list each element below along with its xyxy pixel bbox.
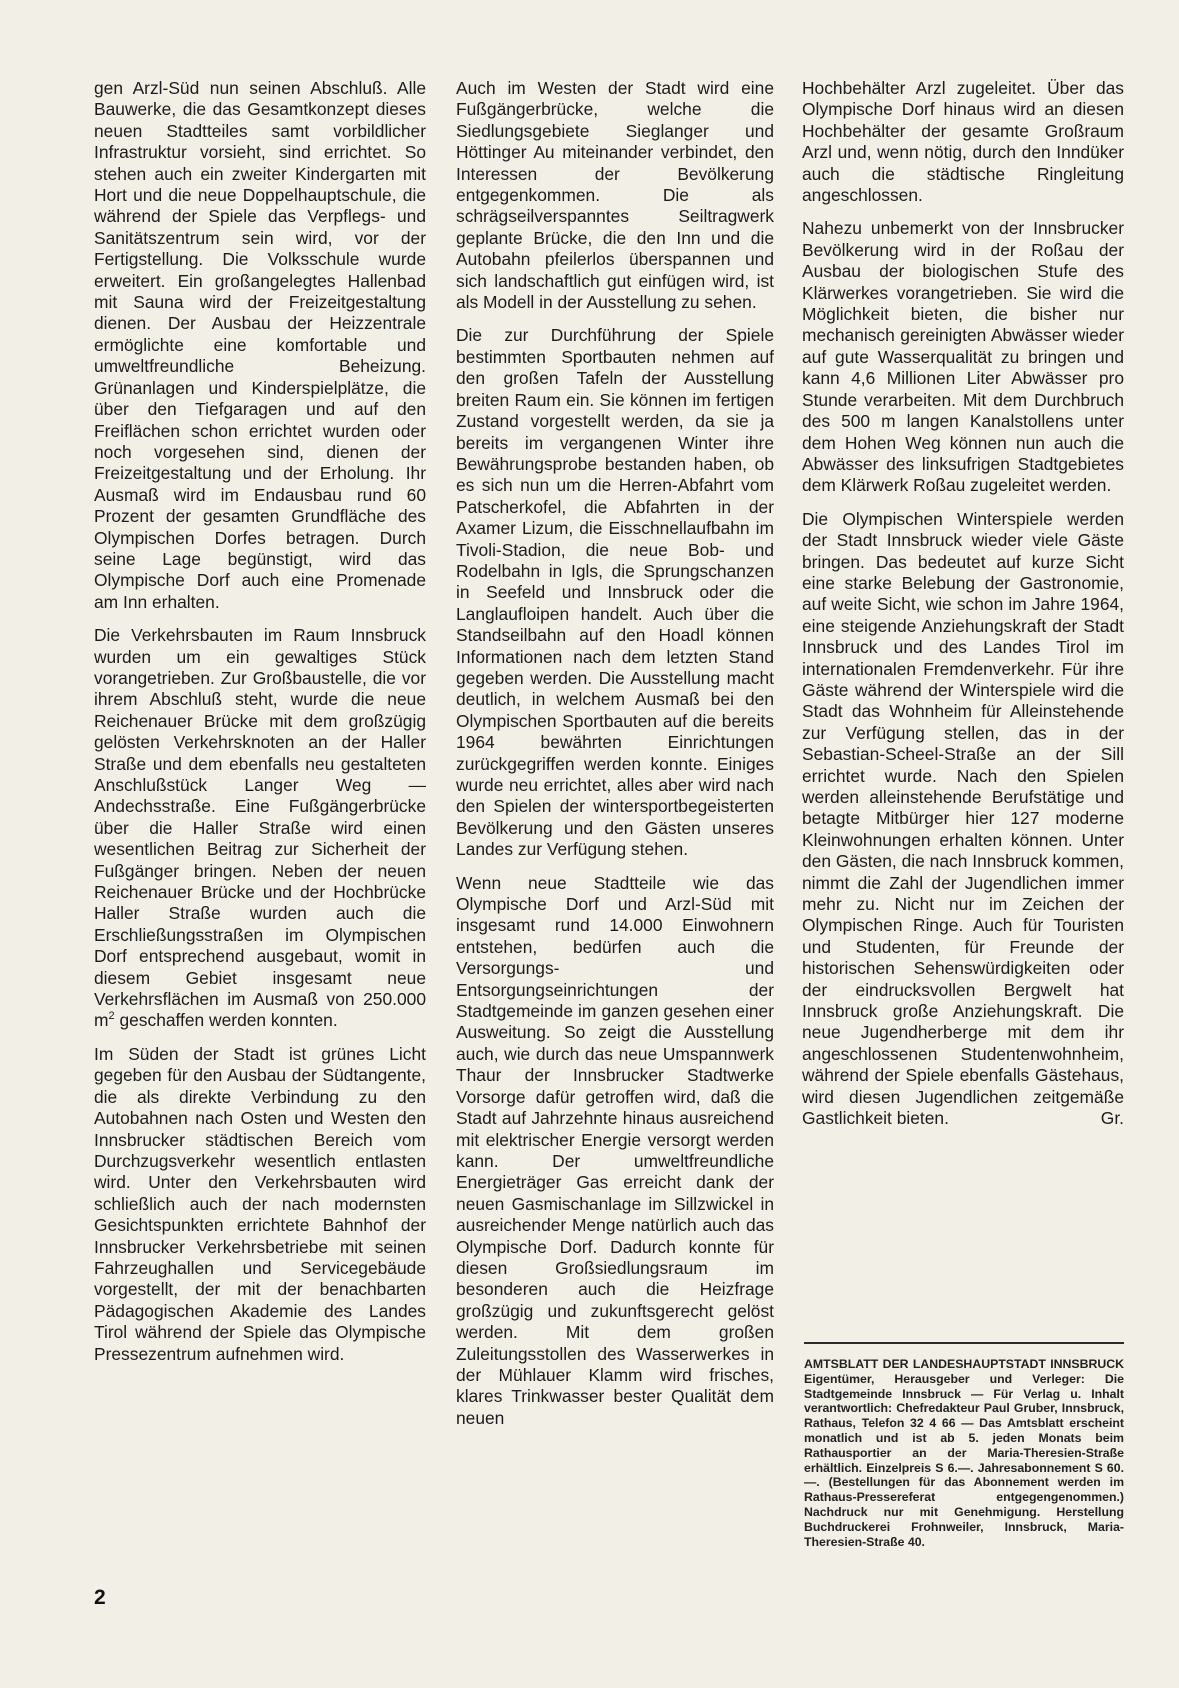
column-2 — [456, 78, 774, 1441]
paragraph-olympisches-dorf: gen Arzl-Süd nun seinen Abschluß. Alle Bauwerke, die das Gesamtkonzept dieses neuen Stadtteiles samt vorbildlicher Infrastruktur vorsieht, sind errichtet. So stehen auch ein zweiter Kindergarten mit Hort und die neue Doppelhauptschule, die während der Spiele das Verpflegs- und Sanitätszentrum sein wird, vor der Fertigstellung. Die Volksschule wurde erweitert. Ein großangelegtes Hallenbad mit Sauna wird der Freizeitgestaltung dienen. Der Ausbau der Heizzentrale ermöglichte eine komfortable und umweltfreundliche Beheizung. Grünanlagen und Kinderspielplätze, die über den Tiefgaragen und auf den Freiflächen schon errichtet wurden oder noch vorgesehen sind, dienen der Freizeitgestaltung und der Erholung. Ihr Ausmaß wird im Endausbau rund 60 Prozent der gesamten Grundfläche des Olympischen Dorfes betragen. Durch seine Lage begünstigt, wird das Olympische Dorf auch eine Promenade am Inn erhalten. — [94, 78, 426, 612]
page-number: 2 — [94, 1586, 106, 1609]
paragraph-sportbauten: Die zur Durchführung der Spiele bestimmten Sportbauten nehmen auf den großen Tafeln der Ausstellung breiten Raum ein. Sie können im fertigen Zustand vorgestellt werden, da sie ja bereits im vergangenen Winter ihre Bewährungsprobe bestanden haben, ob es sich nun um die Herren-Abfahrt vom Patscherkofel, die Abfahrten in der Axamer Lizum, die Eisschnellaufbahn im Tivoli-Stadion, die neue Bob- und Rodelbahn in Igls, die Sprungschanzen in Seefeld und Innsbruck oder die Langlaufloipen handelt. Auch über die Standseilbahn auf den Hoadl können Informationen nach dem letzten Stand gegeben werden. Die Ausstellung macht deutlich, in welchem Ausmaß bei den Olympischen Sportbauten auf die bereits 1964 bewährten Einrichtungen zurückgegriffen werden konnte. Einiges wurde neu errichtet, alles aber wird nach den Spielen der wintersportbegeisterten Bevölkerung und den Gästen unseres Landes zur Verfügung stehen. — [456, 325, 774, 860]
imprint-divider — [804, 1342, 1124, 1344]
paragraph-hochbehaelter: Hochbehälter Arzl zugeleitet. Über das Olympische Dorf hinaus wird an diesen Hochbehälter der gesamte Großraum Arzl und, wenn nötig, durch den Inndüker auch die städtische Ringleitung angeschlossen. — [802, 78, 1124, 206]
paragraph-klaerwerk: Nahezu unbemerkt von der Innsbrucker Bevölkerung wird in der Roßau der Ausbau der biologischen Stufe des Klärwerkes vorangetrieben. Sie wird die Möglichkeit bieten, die bisher nur mechanisch gereinigten Abwässer wieder auf gute Wasserqualität zu bringen und kann 4,6 Millionen Liter Abwässer pro Stunde verarbeiten. Mit dem Durchbruch des 500 m langen Kanalstollens unter dem Hohen Weg können nun auch die Abwässer des linksufrigen Stadtgebietes dem Klärwerk Roßau zugeleitet werden. — [802, 218, 1124, 496]
author-signature: Gr. — [1100, 1108, 1124, 1129]
paragraph-gaeste-text: Die Olympischen Winterspiele werden der Stadt Innsbruck wieder viele Gäste bringen. Das bedeutet auf kurze Sicht eine starke Belebung der Gastronomie, auf weite Sicht, wie schon im Jahre 1964, eine steigende Anziehungskraft der Stadt Innsbruck und des Landes Tirol im internationalen Fremdenverkehr. Für ihre Gäste während der Winterspiele wird die Stadt das Wohnheim für Alleinstehende zur Verfügung stellen, das in der Sebastian-Scheel-Straße an der Sill errichtet wurde. Nach den Spielen werden alleinstehende Berufstätige und betagte Mitbürger hier 127 moderne Kleinwohnungen erhalten können. Unter den Gästen, die nach Innsbruck kommen, nimmt die Zahl der Jugendlichen immer mehr zu. Nicht nur im Zeichen der Olympischen Ringe. Auch für Touristen und Studenten, für Freunde der historischen Sehenswürdigkeiten oder der eindrucksvollen Bergwelt hat Innsbruck große Anziehungskraft. Die neue Jugendherberge mit dem ihr angeschlossenen Studentenwohnheim, während der Spiele ebenfalls Gästehaus, wird diesen Jugendlichen zeitgemäße Gastlichkeit bieten. — [802, 508, 1124, 1129]
superscript-squared: 2 — [108, 1010, 115, 1023]
column-1 — [94, 78, 426, 1377]
paragraph-verkehrsbauten — [94, 625, 426, 1032]
column-3 — [802, 78, 1124, 1142]
paragraph-suedtangente: Im Süden der Stadt ist grünes Licht gegeben für den Ausbau der Südtangente, die als direkte Verbindung zu den Autobahnen nach Osten und Westen den Innsbrucker städtischen Bereich vom Durchzugsverkehr wesentlich entlasten wird. Unter den Verkehrsbauten wird schließlich auch der nach modernsten Gesichtspunkten errichtete Bahnhof der Innsbrucker Verkehrsbetriebe mit seinen Fahrzeughallen und Servicegebäude vorgestellt, der mit der benachbarten Pädagogischen Akademie des Landes Tirol während der Spiele das Olympische Pressezentrum aufnehmen wird. — [94, 1043, 426, 1364]
paragraph-gaeste — [802, 509, 1124, 1130]
paragraph-verkehrsbauten-end: geschaffen werden konnten. — [114, 1010, 338, 1031]
paragraph-fussgaengerbruecke: Auch im Westen der Stadt wird eine Fußgängerbrücke, welche die Siedlungsgebiete Sieglanger und Höttinger Au miteinander verbindet, den Interessen der Bevölkerung entgegenkommen. Die als schrägseilverspanntes Seiltragwerk geplante Brücke, die den Inn und die Autobahn pfeilerlos überspannen und sich landschaftlich gut einfügen wird, ist als Modell in der Ausstellung zu sehen. — [456, 78, 774, 313]
paragraph-versorgung: Wenn neue Stadtteile wie das Olympische Dorf und Arzl-Süd mit insgesamt rund 14.000 Einwohnern entstehen, bedürfen auch die Versorgungs- und Entsorgungseinrichtungen der Stadtgemeinde im ganzen gesehen einer Ausweitung. So zeigt die Ausstellung auch, wie durch das neue Umspannwerk Thaur der Innsbrucker Stadtwerke Vorsorge dafür getroffen wird, daß die Stadt auf Jahrzehnte hinaus ausreichend mit elektrischer Energie versorgt werden kann. Der umweltfreundliche Energieträger Gas erreicht dank der neuen Gasmischanlage im Sillzwickel in ausreichender Menge natürlich auch das Olympische Dorf. Dadurch konnte für diesen Großsiedlungsraum im besonderen auch die Heizfrage großzügig und zukunftsgerecht gelöst werden. Mit dem großen Zuleitungsstollen des Wasserwerkes in der Mühlauer Klamm wird frisches, klares Trinkwasser bester Qualität dem neuen — [456, 872, 774, 1428]
paragraph-verkehrsbauten-main: Die Verkehrsbauten im Raum Innsbruck wurden um ein gewaltiges Stück vorangetrieben. Zur Großbaustelle, die vor ihrem Abschluß steht, wurde die neue Reichenauer Brücke mit dem großzügig gelösten Verkehrsknoten an der Haller Straße und dem ebenfalls neu gestalteten Anschlußstück Langer Weg — Andechsstraße. Eine Fußgängerbrücke über die Haller Straße wird einen wesentlichen Beitrag zur Sicherheit der Fußgänger bringen. Neben der neuen Reichenauer Brücke und der Hochbrücke Haller Straße wurden auch die Erschließungsstraßen im Olympischen Dorf entsprechend ausgebaut, womit in diesem Gebiet insgesamt neue Verkehrsflächen im Ausmaß von 250.000 m — [94, 625, 426, 1031]
imprint-block: AMTSBLATT DER LANDESHAUPTSTADT INNSBRUCK Eigentümer, Herausgeber und Verleger: Die Stadtgemeinde Innsbruck — Für Verlag u. Inhalt verantwortlich: Chefredakteur Paul Gruber, Innsbruck, Rathaus, Telefon 32 4 66 — Das Amtsblatt erscheint monatlich und ist ab 5. jeden Monats beim Rathausportier an der Maria-Theresien-Straße erhältlich. Einzelpreis S 6.—. Jahresabonnement S 60.—. (Bestellungen für das Abonnement werden im Rathaus-Pressereferat entgegengenommen.) Nachdruck nur mit Genehmigung. Herstellung Buchdruckerei Frohnweiler, Innsbruck, Maria-Theresien-Straße 40. — [804, 1357, 1124, 1549]
